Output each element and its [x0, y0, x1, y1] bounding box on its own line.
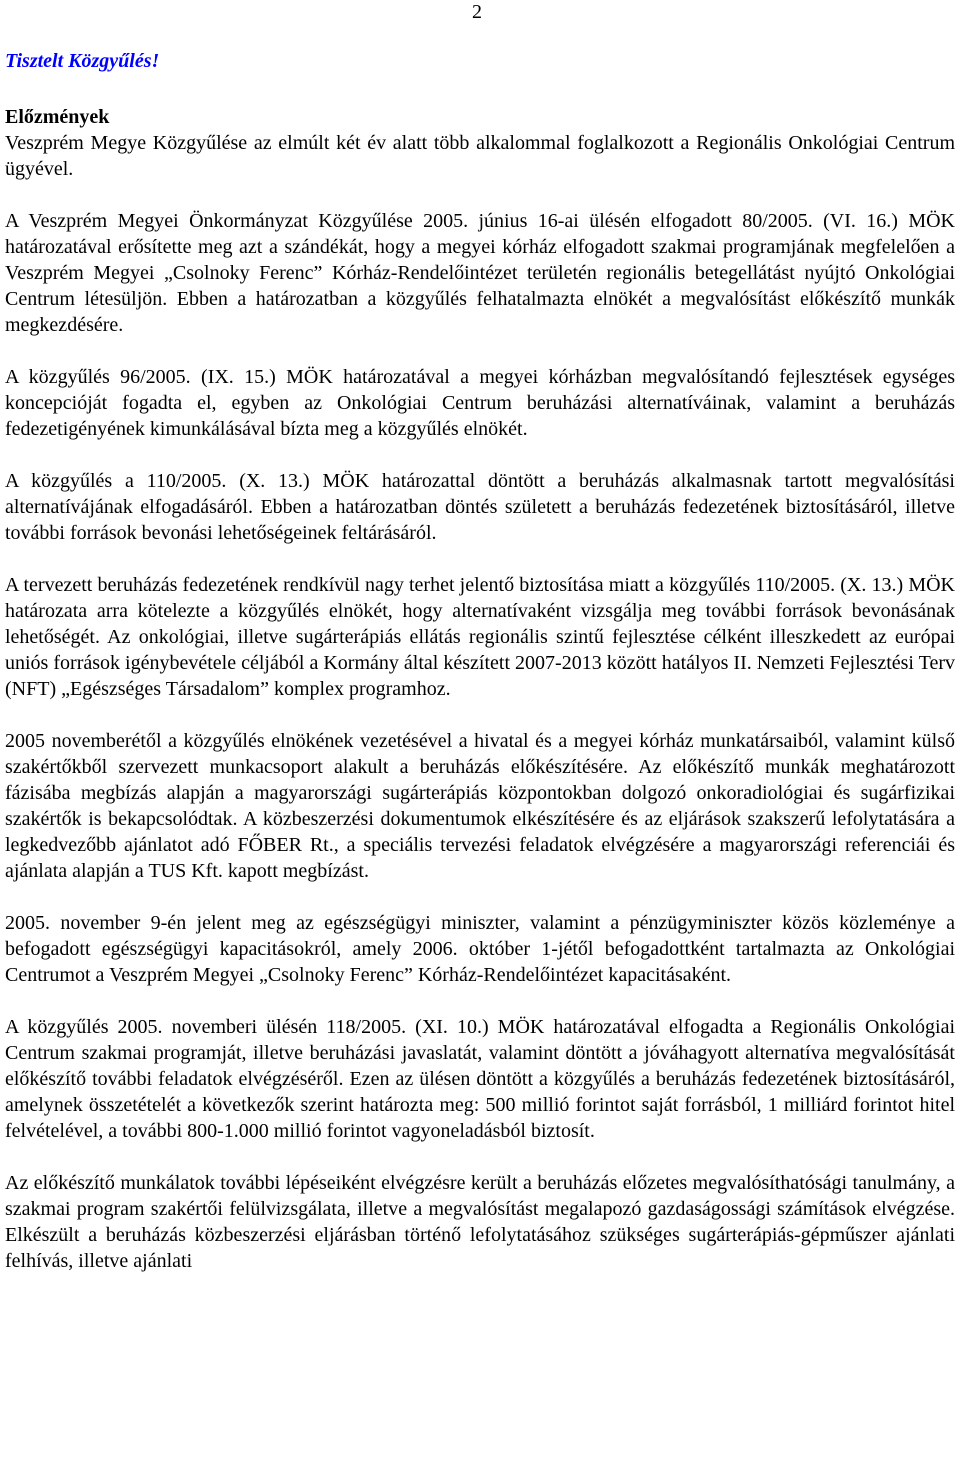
paragraph-resolution-96: A közgyűlés 96/2005. (IX. 15.) MÖK határozatával a megyei kórházban megvalósítandó fejlesztések egységes koncepcióját fogadta el, egyben az Onkológiai Centrum beruházási alternatíváinak, valamint a beruházás fedezetigényének kimunkálásával bízta meg a közgyűlés elnökét. — [5, 366, 955, 440]
paragraph-working-group: 2005 novemberétől a közgyűlés elnökének vezetésével a hivatal és a megyei kórház munkatársaiból, valamint külső szakértőkből szervezett munkacsoport alakult a beruházás előkészítésére. Az előkészítő munkák meghatározott fázisába megbízás alapján a magyarországi sugárterápiás központokban dolgozó onkoradiológiai és sugárfizikai szakértők is bekapcsolódtak. A közbeszerzési dokumentumok elkészítésére és az eljárások szakszerű lefolytatására a legkedvezőbb ajánlatot adó FŐBER Rt., a speciális tervezési feladatok elvégzésére a magyarországi referenciái és ajánlata alapján a TUS Kft. kapott megbízást. — [5, 730, 955, 882]
paragraph-resolution-80: A Veszprém Megyei Önkormányzat Közgyűlése 2005. június 16-ai ülésén elfogadott 80/2005. (VI. 16.) MÖK határozatával erősítette meg azt a szándékát, hogy a megyei kórház elfogadott szakmai programjának megfelelően a Veszprém Megyei „Csolnoky Ferenc” Kórház-Rendelőintézet területén regionális betegellátást nyújtó Onkológiai Centrum létesüljön. Ebben a határozatban a közgyűlés felhatalmazta elnökét a megvalósítást előkészítő munkák megkezdésére. — [5, 210, 955, 336]
paragraph-intro: Veszprém Megye Közgyűlése az elmúlt két év alatt több alkalommal foglalkozott a Regionális Onkológiai Centrum ügyével. — [5, 132, 955, 180]
paragraph-resolution-118: A közgyűlés 2005. novemberi ülésén 118/2005. (XI. 10.) MÖK határozatával elfogadta a Regionális Onkológiai Centrum szakmai programját, illetve beruházási javaslatát, valamint döntött a jóváhagyott alternatíva megvalósítását előkészítő további feladatok elvégzéséről. Ezen az ülésen döntött a közgyűlés a beruházás fedezetének biztosításáról, amelynek összetételét a következők szerint határozta meg: 500 millió forintot saját forrásból, 1 milliárd forintot hitel felvételével, a további 800-1.000 millió forintot vagyoneladásból biztosít. — [5, 1016, 955, 1142]
section-heading-background: Előzmények — [5, 106, 110, 128]
paragraph-ministry-notice: 2005. november 9-én jelent meg az egészségügyi miniszter, valamint a pénzügyminiszter közös közleménye a befogadott egészségügyi kapacitásokról, amely 2006. október 1-jétől befogadottként tartalmazta az Onkológiai Centrumot a Veszprém Megyei „Csolnoky Ferenc” Kórház-Rendelőintézet kapacitásaként. — [5, 912, 955, 986]
document-body — [5, 104, 955, 1300]
paragraph-preparation-steps: Az előkészítő munkálatok további lépéseiként elvégzésre került a beruházás előzetes megvalósíthatósági tanulmány, a szakmai program szakértői felülvizsgálata, illetve a megvalósítást megalapozó gazdaságossági számítások elvégzése. Elkészült a beruházás közbeszerzési eljárásban történő lefolytatásához szükséges sugárterápiás-gépműszer ajánlati felhívás, illetve ajánlati — [5, 1172, 955, 1272]
paragraph-resolution-110: A közgyűlés a 110/2005. (X. 13.) MÖK határozattal döntött a beruházás alkalmasnak tartott megvalósítási alternatívájának elfogadásáról. Ebben a határozatban döntés született a beruházás fedezetének biztosításáról, illetve további források bevonási lehetőségeinek feltárásáról. — [5, 470, 955, 544]
page-number: 2 — [472, 1, 482, 23]
salutation-heading: Tisztelt Közgyűlés! — [5, 50, 160, 72]
paragraph-funding-burden: A tervezett beruházás fedezetének rendkívül nagy terhet jelentő biztosítása miatt a közgyűlés 110/2005. (X. 13.) MÖK határozata arra kötelezte a közgyűlés elnökét, hogy alternatívaként vizsgálja meg további források bevonásának lehetőségét. Az onkológiai, illetve sugárterápiás ellátás regionális szintű fejlesztése célként illeszkedett az európai uniós források igénybevétele céljából a Kormány által készített 2007-2013 között hatályos II. Nemzeti Fejlesztési Terv (NFT) „Egészséges Társadalom” komplex programhoz. — [5, 574, 955, 700]
